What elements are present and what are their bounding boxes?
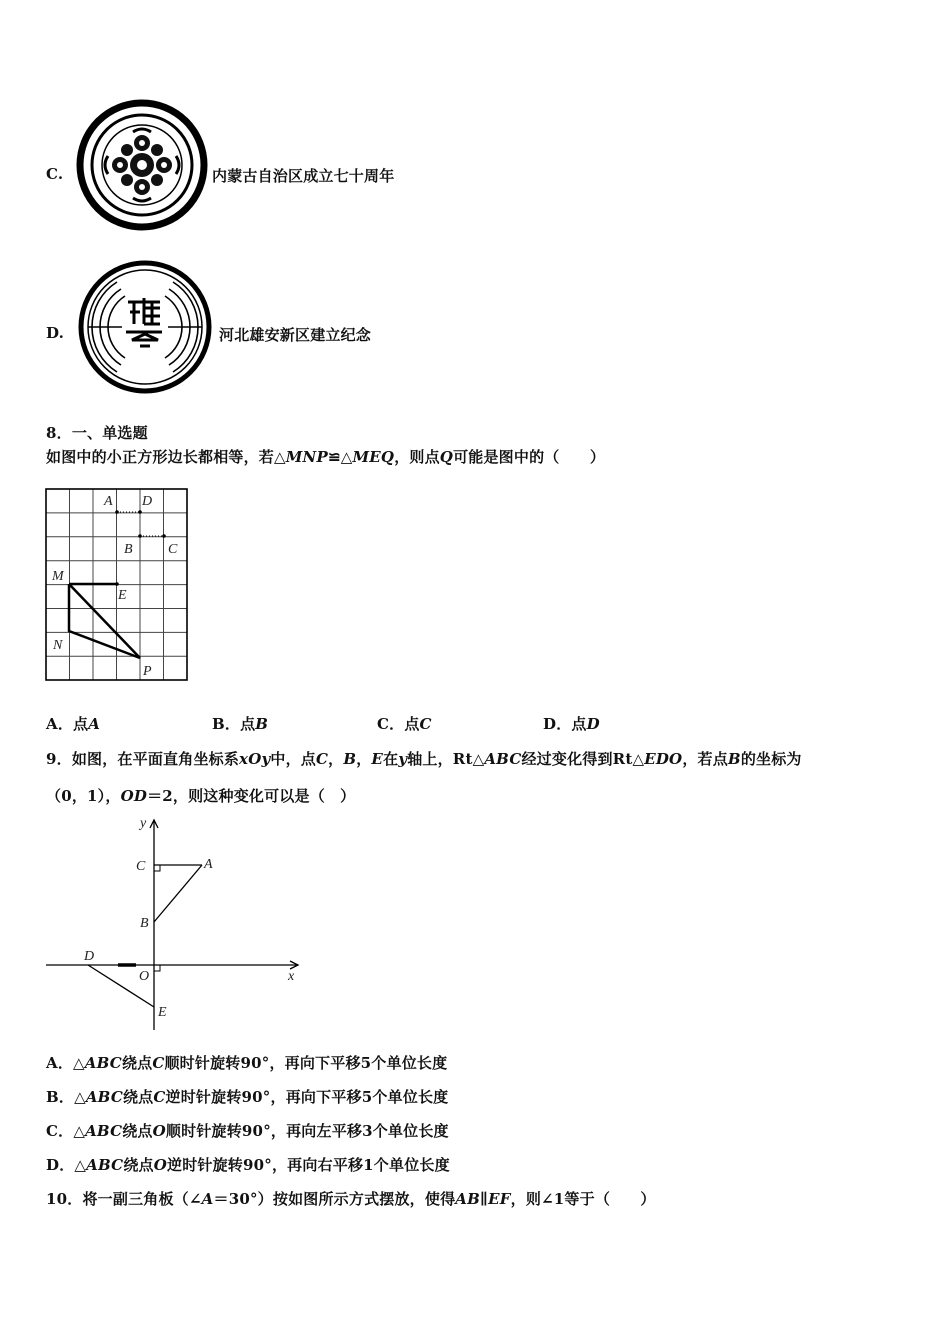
fig-label-c: C [136,859,146,874]
option-d-text: 河北雄安新区建立纪念 [219,326,372,344]
grid-label-p: P [143,664,152,679]
fig-label-a: A [204,857,213,872]
grid-label-a: A [104,494,113,509]
grid-label-d: D [142,494,153,509]
triangle-abc [154,865,202,922]
q8-choice-a[interactable]: A．点A [46,715,101,733]
fig-label-e: E [158,1005,167,1020]
commemorative-coin-c-image [72,98,212,232]
q8-stem: 如图中的小正方形边长都相等，若△MNP≌△MEQ，则点Q可能是图中的（ ） [46,448,606,466]
fig-label-d: D [84,949,95,964]
fig-label-o: O [139,969,150,984]
option-d-letter: D. [46,324,65,342]
commemorative-coin-d-image [72,258,218,396]
axes [46,820,298,1030]
axis-label-y: y [140,816,147,831]
triangle-mnp [69,584,140,658]
q9-coordinate-figure [40,814,306,1036]
q8-choice-d[interactable]: D．点D [543,715,600,733]
grid-label-m: M [52,569,64,584]
grid-label-b: B [124,542,133,557]
option-c-letter: C. [46,165,64,183]
axis-label-x: x [288,969,295,984]
q8-choice-c[interactable]: C．点C [377,715,432,733]
grid-label-e: E [118,588,127,603]
q8-header: 8．一、单选题 [46,424,148,442]
option-c-text: 内蒙古自治区成立七十周年 [212,167,395,185]
q9-choice-a[interactable]: A．△ABC绕点C顺时针旋转90°，再向下平移5个单位长度 [46,1054,448,1072]
q9-choice-c[interactable]: C．△ABC绕点O顺时针旋转90°，再向左平移3个单位长度 [46,1122,449,1140]
fig-label-b: B [140,916,149,931]
q9-stem-line2: （0，1），OD＝2，则这种变化可以是（ ） [46,787,356,805]
q8-choice-b[interactable]: B．点B [212,715,269,733]
q9-choice-b[interactable]: B．△ABC绕点C逆时针旋转90°，再向下平移5个单位长度 [46,1088,449,1106]
q10-stem: 10．将一副三角板（∠A＝30°）按如图所示方式摆放，使得AB∥EF，则∠1等于（ ） [46,1190,656,1208]
grid-label-n: N [53,638,63,653]
q9-stem-line1: 9．如图，在平面直角坐标系xOy中，点C，B，E在y轴上，Rt△ABC经过变化得到Rt△EDO，若点B的坐标为 [46,750,802,768]
q9-choice-d[interactable]: D．△ABC绕点O逆时针旋转90°，再向右平移1个单位长度 [46,1156,450,1174]
grid-label-c: C [168,542,178,557]
q8-grid-figure [44,487,192,685]
